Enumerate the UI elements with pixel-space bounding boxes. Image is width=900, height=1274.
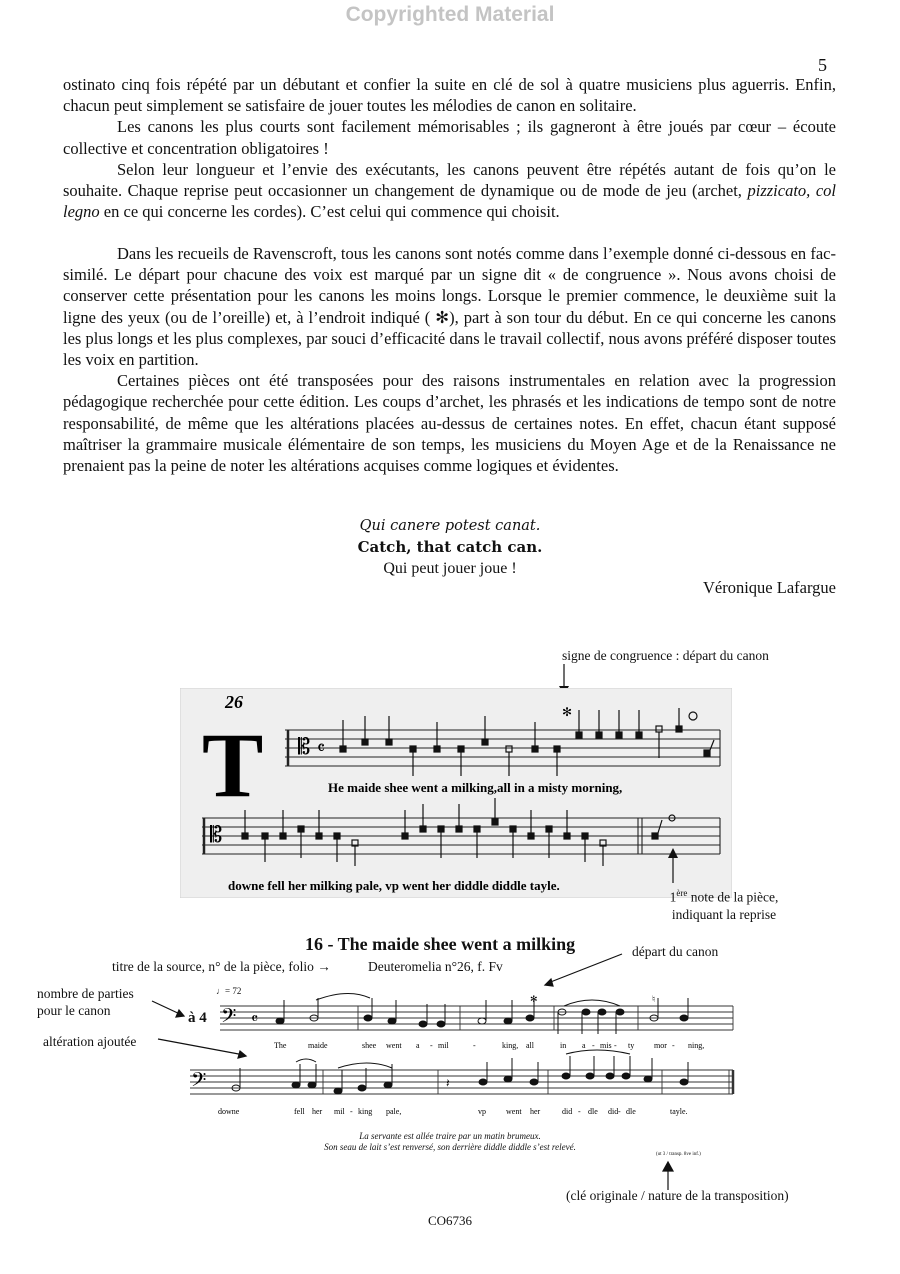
intro-paragraph-5: Certaines pièces ont été transposées pour des raisons instrumentales en relation avec la progression pédagogique recherchée pour cette édition. Les coups d’archet, les phrasés et les indications de tempo sont de notre responsabilité, de même que les altérations placées au-dessus de certaines notes. En effet, chacun étant supposé maîtriser la grammaire musicale élémentaire de son temps, les musiciens du Moyen Age et de la Renaissance ne prenaient pas la peine de noter les altérations acquises comme logiques et évidentes. <box>63 371 836 476</box>
facsimile-lyrics-1: He maide shee went a milking,all in a misty morning, <box>328 780 623 795</box>
lyric-syllable: vp <box>478 1107 486 1116</box>
lyric-syllable: - <box>614 1041 617 1050</box>
lyric-syllable: a <box>416 1041 420 1050</box>
modern-meter: 𝄴 <box>251 1011 259 1028</box>
lyric-syllable: ty <box>628 1041 635 1050</box>
first-note-sup: ère <box>676 888 688 898</box>
bass-clef-1: 𝄢 <box>221 1006 237 1032</box>
label-number-of-parts <box>37 985 134 1019</box>
lyric-syllable: tayle. <box>670 1107 688 1116</box>
lyric-syllable: her <box>312 1107 323 1116</box>
facsimile-meter: 𝄴 <box>317 738 326 758</box>
lyric-syllable: ning, <box>688 1041 705 1050</box>
first-note-ordinal: 1 <box>669 889 677 905</box>
first-note-text-2: indiquant la reprise <box>671 906 777 922</box>
intro-paragraph-2: Les canons les plus courts sont facilement mémorisables ; ils gagneront à être joués par cœur – écoute collective et concentration obligatoires ! <box>63 117 836 158</box>
page-number: 5 <box>818 55 827 75</box>
facsimile-clef-2: 𝄡 <box>210 822 223 847</box>
intro-block-2 <box>63 243 836 476</box>
parts-count: à 4 <box>188 1010 207 1026</box>
facsimile-score <box>180 688 732 898</box>
modern-score <box>188 990 738 1130</box>
lyric-syllable: king, <box>502 1041 519 1050</box>
quote-french: Qui peut jouer joue ! <box>383 560 517 577</box>
first-note-text-1: note de la pièce, <box>687 889 779 905</box>
lyric-syllable: king <box>358 1107 373 1116</box>
facsimile-congruence-sign: ✻ <box>562 705 573 719</box>
lyric-syllable: - <box>430 1041 433 1050</box>
p3-text-a: Selon leur longueur et l’envie des exécutants, les canons peuvent être répétés autant de fois qu’on le souhaite. Chaque reprise peut occasionner un changement de dynamique ou de mode de jeu (archet, <box>63 159 836 201</box>
lyric-syllable: fell <box>294 1107 305 1116</box>
lyric-syllable: maide <box>308 1041 328 1050</box>
lyric-syllable: The <box>274 1041 287 1050</box>
lyric-syllable: her <box>530 1107 541 1116</box>
lyric-syllable: went <box>506 1107 522 1116</box>
tie-1 <box>296 1059 316 1062</box>
label-transposition: (clé originale / nature de la transposition) <box>566 1188 789 1203</box>
lyric-syllable: mil <box>334 1107 345 1116</box>
quote-english: Catch, that catch can. <box>357 538 543 556</box>
label-congruence-sign: signe de congruence : départ du canon <box>562 648 769 663</box>
lyric-syllable: pale, <box>386 1107 402 1116</box>
lyric-syllable: went <box>386 1041 402 1050</box>
copyright-banner: Copyrighted Material <box>345 3 555 26</box>
lyric-syllable: - <box>618 1107 621 1116</box>
lyric-syllable: dle <box>626 1107 636 1116</box>
label-canon-start: départ du canon <box>632 944 719 959</box>
label-parts-line-2: pour le canon <box>37 1003 111 1018</box>
lyric-syllable: dle <box>588 1107 598 1116</box>
label-source-text: titre de la source, n° de la pièce, folio <box>112 959 314 974</box>
slur-3 <box>338 1063 392 1068</box>
quote-latin: Qui canere potest canat. <box>359 518 541 534</box>
p3-italic: pizzicato, col legno <box>63 181 836 222</box>
facsimile-number: 26 <box>225 692 243 712</box>
p3-text-b: en ce qui concerne les cordes). C’est celui qui commence qui choisit. <box>99 202 560 222</box>
first-note-arrow <box>661 845 685 885</box>
modern-lyrics-row-1 <box>274 1041 704 1050</box>
rest-symbol: 𝄽 <box>446 1076 450 1090</box>
lyric-syllable: a <box>582 1041 586 1050</box>
piece-title: 16 - The maide shee went a milking <box>305 934 576 954</box>
slur-2 <box>564 1000 620 1006</box>
lyric-syllable: shee <box>362 1041 377 1050</box>
translation-line-2: Son seau de lait s’est renversé, son derrière diddle diddle s’est relevé. <box>324 1142 576 1152</box>
label-source-title <box>112 958 331 975</box>
lyric-syllable: mor <box>654 1041 667 1050</box>
lyric-syllable: - <box>672 1041 675 1050</box>
source-arrow-icon: → <box>317 959 331 974</box>
motto-quote <box>330 516 570 579</box>
modern-notes-1 <box>276 998 688 1034</box>
lyric-syllable: downe <box>218 1107 240 1116</box>
intro-paragraph-3 <box>63 159 836 223</box>
facsimile-initial: T <box>202 714 264 816</box>
lyric-syllable: - <box>350 1107 353 1116</box>
translation <box>300 1131 600 1153</box>
intro-paragraph-1: ostinato cinq fois répété par un débutant et confier la suite en clé de sol à quatre musiciens plus aguerris. Enfin, chacun peut simplement se satisfaire de jouer toutes les mélodies de canon en solitaire. <box>63 75 836 116</box>
facsimile-lyrics-2: downe fell her milking pale, vp went her diddle diddle tayle. <box>228 878 560 893</box>
modern-congruence-sign: ✻ <box>530 994 538 1004</box>
lyric-syllable: - <box>473 1041 476 1050</box>
lyric-syllable: in <box>560 1041 567 1050</box>
lyric-syllable: did <box>562 1107 573 1116</box>
intro-block-1 <box>63 74 836 222</box>
label-added-accidental: altération ajoutée <box>43 1034 137 1049</box>
label-parts-line-1: nombre de parties <box>37 986 134 1001</box>
intro-paragraph-4: Dans les recueils de Ravenscroft, tous les canons sont notés comme dans l’exemple donné ci-dessous en fac-similé. Le départ pour chacune des voix est marqué par un signe dit « de congruence ». Nous avons choisi de conserver cette présentation pour les canons les moins longs. Lorsque le premier commence, le deuxième suit la ligne des yeux (ou de l’oreille) et, à l’endroit indiqué ( ✻), part à son tour du début. En ce qui concerne les canons les plus longs et les plus complexes, par souci d’efficacité dans le travail collectif, nous avons préféré disposer toutes les voix en partition. <box>63 244 836 370</box>
slur-1 <box>316 993 370 1000</box>
lyric-syllable: did <box>608 1107 619 1116</box>
translation-line-1: La servante est allée traire par un matin brumeux. <box>359 1131 541 1141</box>
source-reference: Deuteromelia n°26, f. Fv <box>368 959 503 974</box>
modern-accidental-sign: ♮ <box>652 994 656 1004</box>
bass-clef-2: 𝄢 <box>191 1070 207 1096</box>
facsimile-clef-1: 𝄡 <box>298 734 311 759</box>
transposition-tiny: (ut 3 / transp. 8ve inf.) <box>656 1152 701 1157</box>
lyric-syllable: - <box>592 1041 595 1050</box>
lyric-syllable: mis <box>600 1041 612 1050</box>
lyric-syllable: mil <box>438 1041 449 1050</box>
slur-4 <box>566 1050 630 1054</box>
tempo-marking: ♩= 72 <box>216 986 242 996</box>
lyric-syllable: all <box>526 1041 534 1050</box>
author-signature: Véronique Lafargue <box>702 578 836 597</box>
modern-lyrics-row-2 <box>218 1107 688 1116</box>
lyric-syllable: - <box>578 1107 581 1116</box>
modern-staff-1 <box>220 1006 733 1030</box>
label-first-note <box>664 885 784 923</box>
catalog-code: CO6736 <box>427 1213 473 1228</box>
